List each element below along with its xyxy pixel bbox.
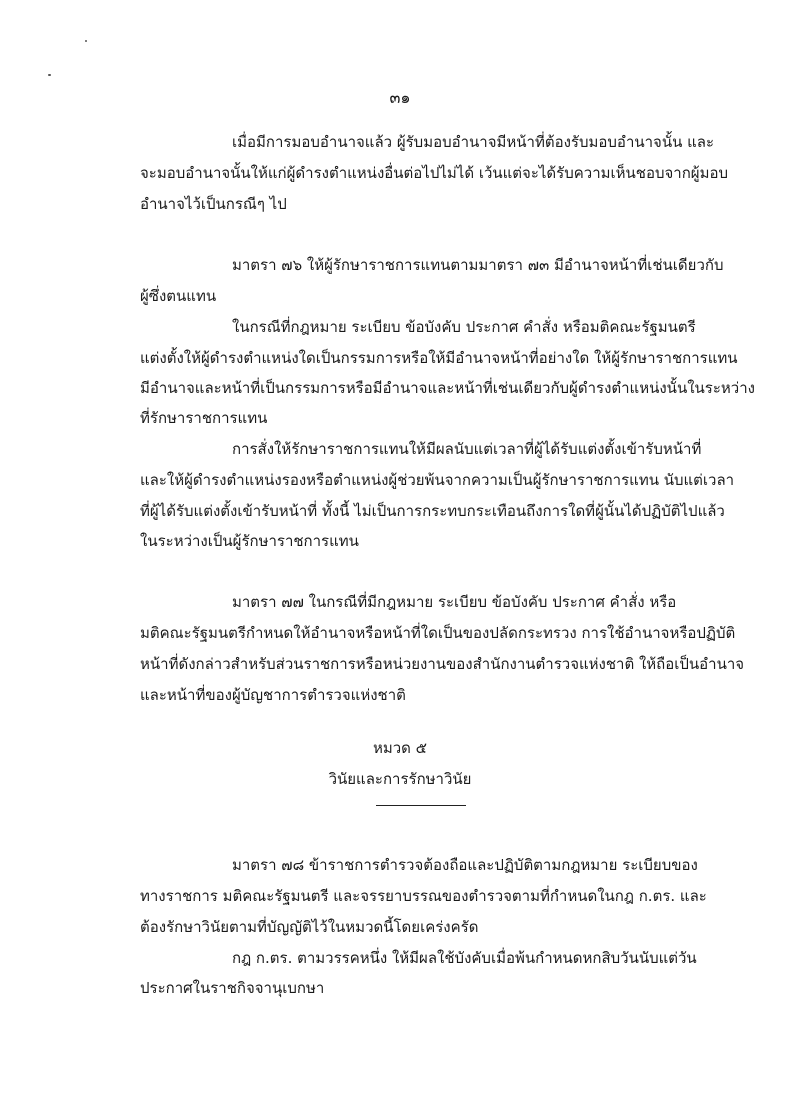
scan-speck — [48, 74, 51, 76]
paragraph-line: ที่ผู้ได้รับแต่งตั้งเข้ารับหน้าที่ ทั้งนี้ ไม่เป็นการกระทบกระเทือนถึงการใดที่ผู้นั้นได้ปฏิบัติไปแล้ว — [140, 502, 725, 520]
paragraph-line: ต้องรักษาวินัยตามที่บัญญัติไว้ในหมวดนี้โดยเคร่งครัด — [140, 918, 479, 936]
paragraph-line: และหน้าที่ของผู้บัญชาการตำรวจแห่งชาติ — [140, 686, 406, 704]
scan-speck — [85, 40, 87, 42]
paragraph-line: ในระหว่างเป็นผู้รักษาราชการแทน — [140, 532, 359, 550]
paragraph-line: หน้าที่ดังกล่าวสำหรับส่วนราชการหรือหน่วยงานของสำนักงานตำรวจแห่งชาติ ให้ถือเป็นอำนาจ — [140, 655, 745, 673]
section-heading-line: มาตรา ๗๘ ข้าราชการตำรวจต้องถือและปฏิบัติตามกฎหมาย ระเบียบของ — [232, 856, 698, 874]
paragraph-line: ในกรณีที่กฎหมาย ระเบียบ ข้อบังคับ ประกาศ คำสั่ง หรือมติคณะรัฐมนตรี — [232, 318, 696, 336]
paragraph-line: และให้ผู้ดำรงตำแหน่งรองหรือตำแหน่งผู้ช่วยพ้นจากความเป็นผู้รักษาราชการแทน นับแต่เวลา — [140, 471, 735, 489]
paragraph-line: อำนาจไว้เป็นกรณีๆ ไป — [140, 195, 287, 213]
chapter-title: วินัยและการรักษาวินัย — [328, 770, 472, 788]
chapter-divider — [376, 805, 466, 806]
paragraph-line: มติคณะรัฐมนตรีกำหนดให้อำนาจหรือหน้าที่ใดเป็นของปลัดกระทรวง การใช้อำนาจหรือปฏิบัติ — [140, 624, 736, 642]
chapter-number: หมวด ๕ — [372, 739, 428, 757]
paragraph-line: ที่รักษาราชการแทน — [140, 409, 268, 427]
paragraph-line: แต่งตั้งให้ผู้ดำรงตำแหน่งใดเป็นกรรมการหรือให้มีอำนาจหน้าที่อย่างใด ให้ผู้รักษาราชการแทน — [140, 349, 738, 367]
section-heading-line: มาตรา ๗๖ ให้ผู้รักษาราชการแทนตามมาตรา ๗๓ มีอำนาจหน้าที่เช่นเดียวกับ — [232, 256, 724, 274]
section-heading-line: มาตรา ๗๗ ในกรณีที่มีกฎหมาย ระเบียบ ข้อบังคับ ประกาศ คำสั่ง หรือ — [232, 593, 677, 611]
paragraph-line: ทางราชการ มติคณะรัฐมนตรี และจรรยาบรรณของตำรวจตามที่กำหนดในกฎ ก.ตร. และ — [140, 887, 707, 905]
paragraph-line: ผู้ซึ่งตนแทน — [140, 287, 217, 305]
paragraph-line: การสั่งให้รักษาราชการแทนให้มีผลนับแต่เวลาที่ผู้ได้รับแต่งตั้งเข้ารับหน้าที่ — [232, 440, 702, 458]
paragraph-line: กฎ ก.ตร. ตามวรรคหนึ่ง ให้มีผลใช้บังคับเมื่อพ้นกำหนดหกสิบวันนับแต่วัน — [232, 949, 697, 967]
page-number: ๓๑ — [389, 88, 411, 107]
paragraph-line: เมื่อมีการมอบอำนาจแล้ว ผู้รับมอบอำนาจมีหน้าที่ต้องรับมอบอำนาจนั้น และ — [232, 133, 715, 151]
paragraph-line: จะมอบอำนาจนั้นให้แก่ผู้ดำรงตำแหน่งอื่นต่อไปไม่ได้ เว้นแต่จะได้รับความเห็นชอบจากผู้มอบ — [140, 164, 728, 182]
paragraph-line: ประกาศในราชกิจจานุเบกษา — [140, 979, 325, 997]
paragraph-line: มีอำนาจและหน้าที่เป็นกรรมการหรือมีอำนาจและหน้าที่เช่นเดียวกับผู้ดำรงตำแหน่งนั้นในระหว่าง — [140, 379, 755, 397]
